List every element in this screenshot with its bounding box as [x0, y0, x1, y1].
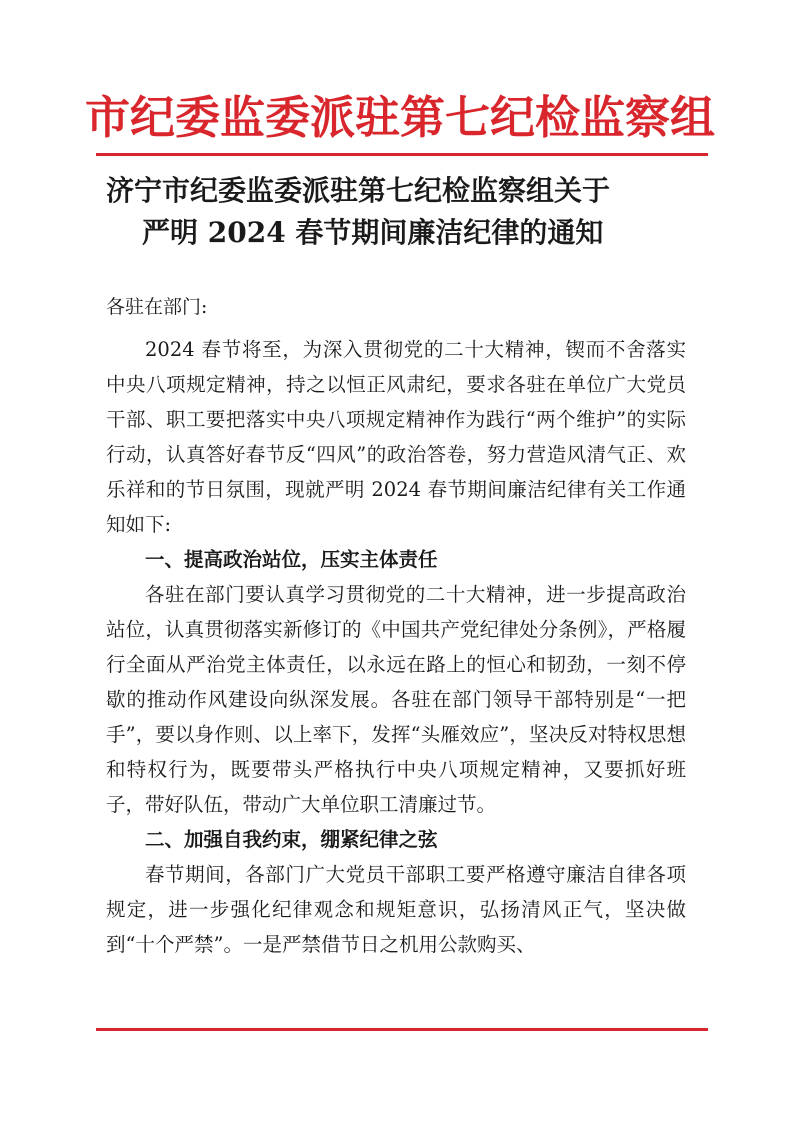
title-line-2: 严明 2024 春节期间廉洁纪律的通知 — [142, 216, 604, 249]
title-line-1: 济宁市纪委监委派驻第七纪检监察组关于 — [106, 174, 611, 207]
document-title — [106, 170, 706, 254]
intro-paragraph: 2024 春节将至，为深入贯彻党的二十大精神，锲而不舍落实中央八项规定精神，持之以恒正风肃纪，要求各驻在单位广大党员干部、职工要把落实中央八项规定精神作为践行“两个维护”的实际行动，认真答好春节反“四风”的政治答卷，努力营造风清气正、欢乐祥和的节日氛围，现就严明 2024 春节期间廉洁纪律有关工作通知如下: — [106, 338, 686, 536]
section-1-paragraph: 各驻在部门要认真学习贯彻党的二十大精神，进一步提高政治站位，认真贯彻落实新修订的《中国共产党纪律处分条例》，严格履行全面从严治党主体责任，以永远在路上的恒心和韧劲，一刻不停歇的推动作风建设向纵深发展。各驻在部门领导干部特别是“一把手”，要以身作则、以上率下，发挥“头雁效应”，坚决反对特权思想和特权行为，既要带头严格执行中央八项规定精神，又要抓好班子，带好队伍，带动广大单位职工清廉过节。 — [106, 583, 686, 816]
header-org-name: 市纪委监委派驻第七纪检监察组 — [84, 91, 715, 144]
document-body — [106, 332, 686, 962]
section-2-heading: 二、加强自我约束，绷紧纪律之弦 — [145, 828, 438, 851]
section-1-heading: 一、提高政治站位，压实主体责任 — [145, 548, 438, 571]
section-2-paragraph: 春节期间，各部门广大党员干部职工要严格遵守廉洁自律各项规定，进一步强化纪律观念和规矩意识，弘扬清风正气，坚决做到“十个严禁”。一是严禁借节日之机用公款购买、 — [106, 863, 686, 956]
salutation: 各驻在部门: — [106, 296, 208, 318]
footer-red-rule — [96, 1028, 708, 1031]
header-red-rule — [96, 153, 708, 156]
